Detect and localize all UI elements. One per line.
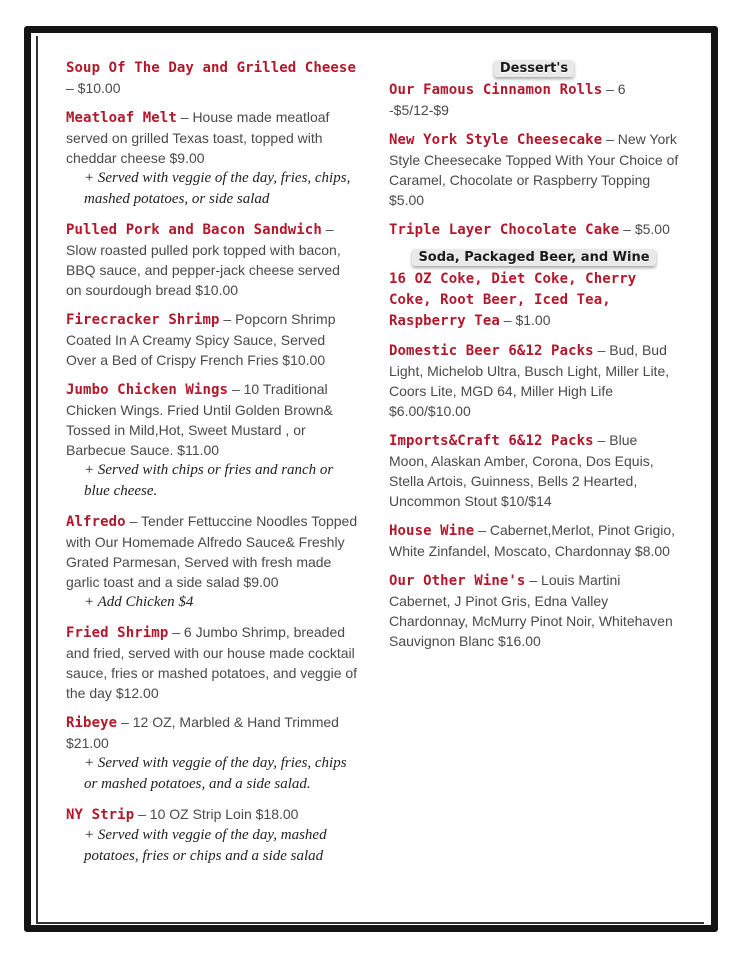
menu-item-text <box>66 379 358 460</box>
menu-item-text <box>66 511 358 592</box>
menu-item <box>66 511 358 613</box>
menu-item-description: – 6 -$5/12-$9 <box>389 81 626 118</box>
entrees-column <box>66 57 358 876</box>
menu-item-description: – $1.00 <box>503 312 551 328</box>
menu-item-description: – House made meatloaf served on grilled Texas toast, topped with cheddar cheese $9.00 <box>66 109 330 166</box>
menu-item-name: Triple Layer Chocolate Cake <box>389 222 620 238</box>
desserts-list <box>389 79 679 240</box>
menu-item-name: Imports&Craft 6&12 Packs <box>389 433 594 449</box>
menu-item <box>389 340 679 421</box>
menu-item-description: – 12 OZ, Marbled & Hand Trimmed $21.00 <box>66 714 339 751</box>
menu-item-note: + Add Chicken $4 <box>84 594 194 610</box>
menu-item-name: New York Style Cheesecake <box>389 132 603 148</box>
menu-item-text <box>66 712 358 753</box>
menu-item-name: Jumbo Chicken Wings <box>66 382 229 398</box>
menu-item-name: Alfredo <box>66 514 126 530</box>
menu-item-text <box>389 340 679 421</box>
menu-item <box>66 712 358 795</box>
menu-item <box>66 622 358 703</box>
menu-item <box>66 107 358 210</box>
menu-item-text <box>389 520 679 561</box>
menu-item-text <box>389 570 679 651</box>
menu-item-text <box>389 129 679 210</box>
menu-item <box>389 268 679 331</box>
menu-item-text <box>389 219 679 240</box>
menu-item-note: + Served with chips or fries and ranch or blue cheese. <box>84 462 334 499</box>
menu-item-text <box>66 622 358 703</box>
menu-item-name: Meatloaf Melt <box>66 110 177 126</box>
menu-item-name: Firecracker Shrimp <box>66 312 220 328</box>
drinks-header: Soda, Packaged Beer, and Wine <box>412 249 655 266</box>
menu-item-description: – 10 OZ Strip Loin $18.00 <box>138 806 299 822</box>
menu-item-name: House Wine <box>389 523 475 539</box>
menu-item-description: – Tender Fettuccine Noodles Topped with Our Homemade Alfredo Sauce& Freshly Grated Parmesan, Served with fresh made garlic toast and a side salad $9.00 <box>66 513 358 590</box>
menu-item <box>66 219 358 300</box>
menu-item-note: + Served with veggie of the day, fries, chips, mashed potatoes, or side salad <box>84 170 351 207</box>
menu-item-description: – Louis Martini Cabernet, J Pinot Gris, Edna Valley Chardonnay, McMurry Pinot Noir, Whitehaven Sauvignon Blanc $16.00 <box>389 572 673 649</box>
menu-item <box>66 309 358 370</box>
menu-item-text <box>66 309 358 370</box>
menu-item-name: Fried Shrimp <box>66 625 169 641</box>
menu-item <box>389 430 679 511</box>
menu-item-name: Pulled Pork and Bacon Sandwich <box>66 222 322 238</box>
menu-item-name: Soup Of The Day and Grilled Cheese <box>66 60 356 76</box>
menu-item <box>389 570 679 651</box>
menu-item <box>66 804 358 867</box>
menu-item <box>389 79 679 120</box>
menu-item-text <box>389 430 679 511</box>
menu-item-name: Our Other Wine's <box>389 573 526 589</box>
menu-item-name: Our Famous Cinnamon Rolls <box>389 82 603 98</box>
menu-item-text <box>66 107 358 168</box>
menu-item <box>389 129 679 210</box>
right-column <box>389 57 679 660</box>
menu-item-name: Domestic Beer 6&12 Packs <box>389 343 594 359</box>
menu-item-text <box>389 268 679 331</box>
menu-item-note: + Served with veggie of the day, mashed potatoes, fries or chips and a side salad <box>84 827 327 864</box>
menu-item-text <box>66 57 358 98</box>
menu-item <box>66 379 358 502</box>
menu-item <box>389 520 679 561</box>
menu-item-description: – $10.00 <box>66 80 121 96</box>
menu-item-name: 16 OZ Coke, Diet Coke, Cherry Coke, Root Beer, Iced Tea, Raspberry Tea <box>389 271 637 329</box>
menu-item-description: – Popcorn Shrimp Coated In A Creamy Spicy Sauce, Served Over a Bed of Crispy French Fries $10.00 <box>66 311 336 368</box>
drinks-list <box>389 268 679 651</box>
menu-item-text <box>66 804 358 825</box>
menu-item-description: – Cabernet,Merlot, Pinot Grigio, White Zinfandel, Moscato, Chardonnay $8.00 <box>389 522 676 559</box>
menu-item-description: – 10 Traditional Chicken Wings. Fried Until Golden Brown& Tossed in Mild,Hot, Sweet Mustard , or Barbecue Sauce. $11.00 <box>66 381 333 458</box>
menu-item-text <box>389 79 679 120</box>
menu-item-description: – Blue Moon, Alaskan Amber, Corona, Dos Equis, Stella Artois, Guinness, Bells 2 Hearted, Uncommon Stout $10/$14 <box>389 432 654 509</box>
desserts-header: Dessert's <box>494 60 574 77</box>
menu-item <box>389 219 679 240</box>
menu-item-name: Ribeye <box>66 715 118 731</box>
menu-item-description: – $5.00 <box>623 221 670 237</box>
menu-item-name: NY Strip <box>66 807 135 823</box>
menu-item-description: – Slow roasted pulled pork topped with bacon, BBQ sauce, and pepper-jack cheese served on sourdough bread $10.00 <box>66 221 341 298</box>
menu-item-description: – Bud, Bud Light, Michelob Ultra, Busch Light, Miller Lite, Coors Lite, MGD 64, Miller High Life $6.00/$10.00 <box>389 342 670 419</box>
menu-item-text <box>66 219 358 300</box>
menu-item-note: + Served with veggie of the day, fries, chips or mashed potatoes, and a side salad. <box>84 755 347 792</box>
menu-item-description: – New York Style Cheesecake Topped With Your Choice of Caramel, Chocolate or Raspberry Topping $5.00 <box>389 131 679 208</box>
menu-item-description: – 6 Jumbo Shrimp, breaded and fried, served with our house made cocktail sauce, fries or mashed potatoes, and veggie of the day $12.00 <box>66 624 358 701</box>
menu-item <box>66 57 358 98</box>
